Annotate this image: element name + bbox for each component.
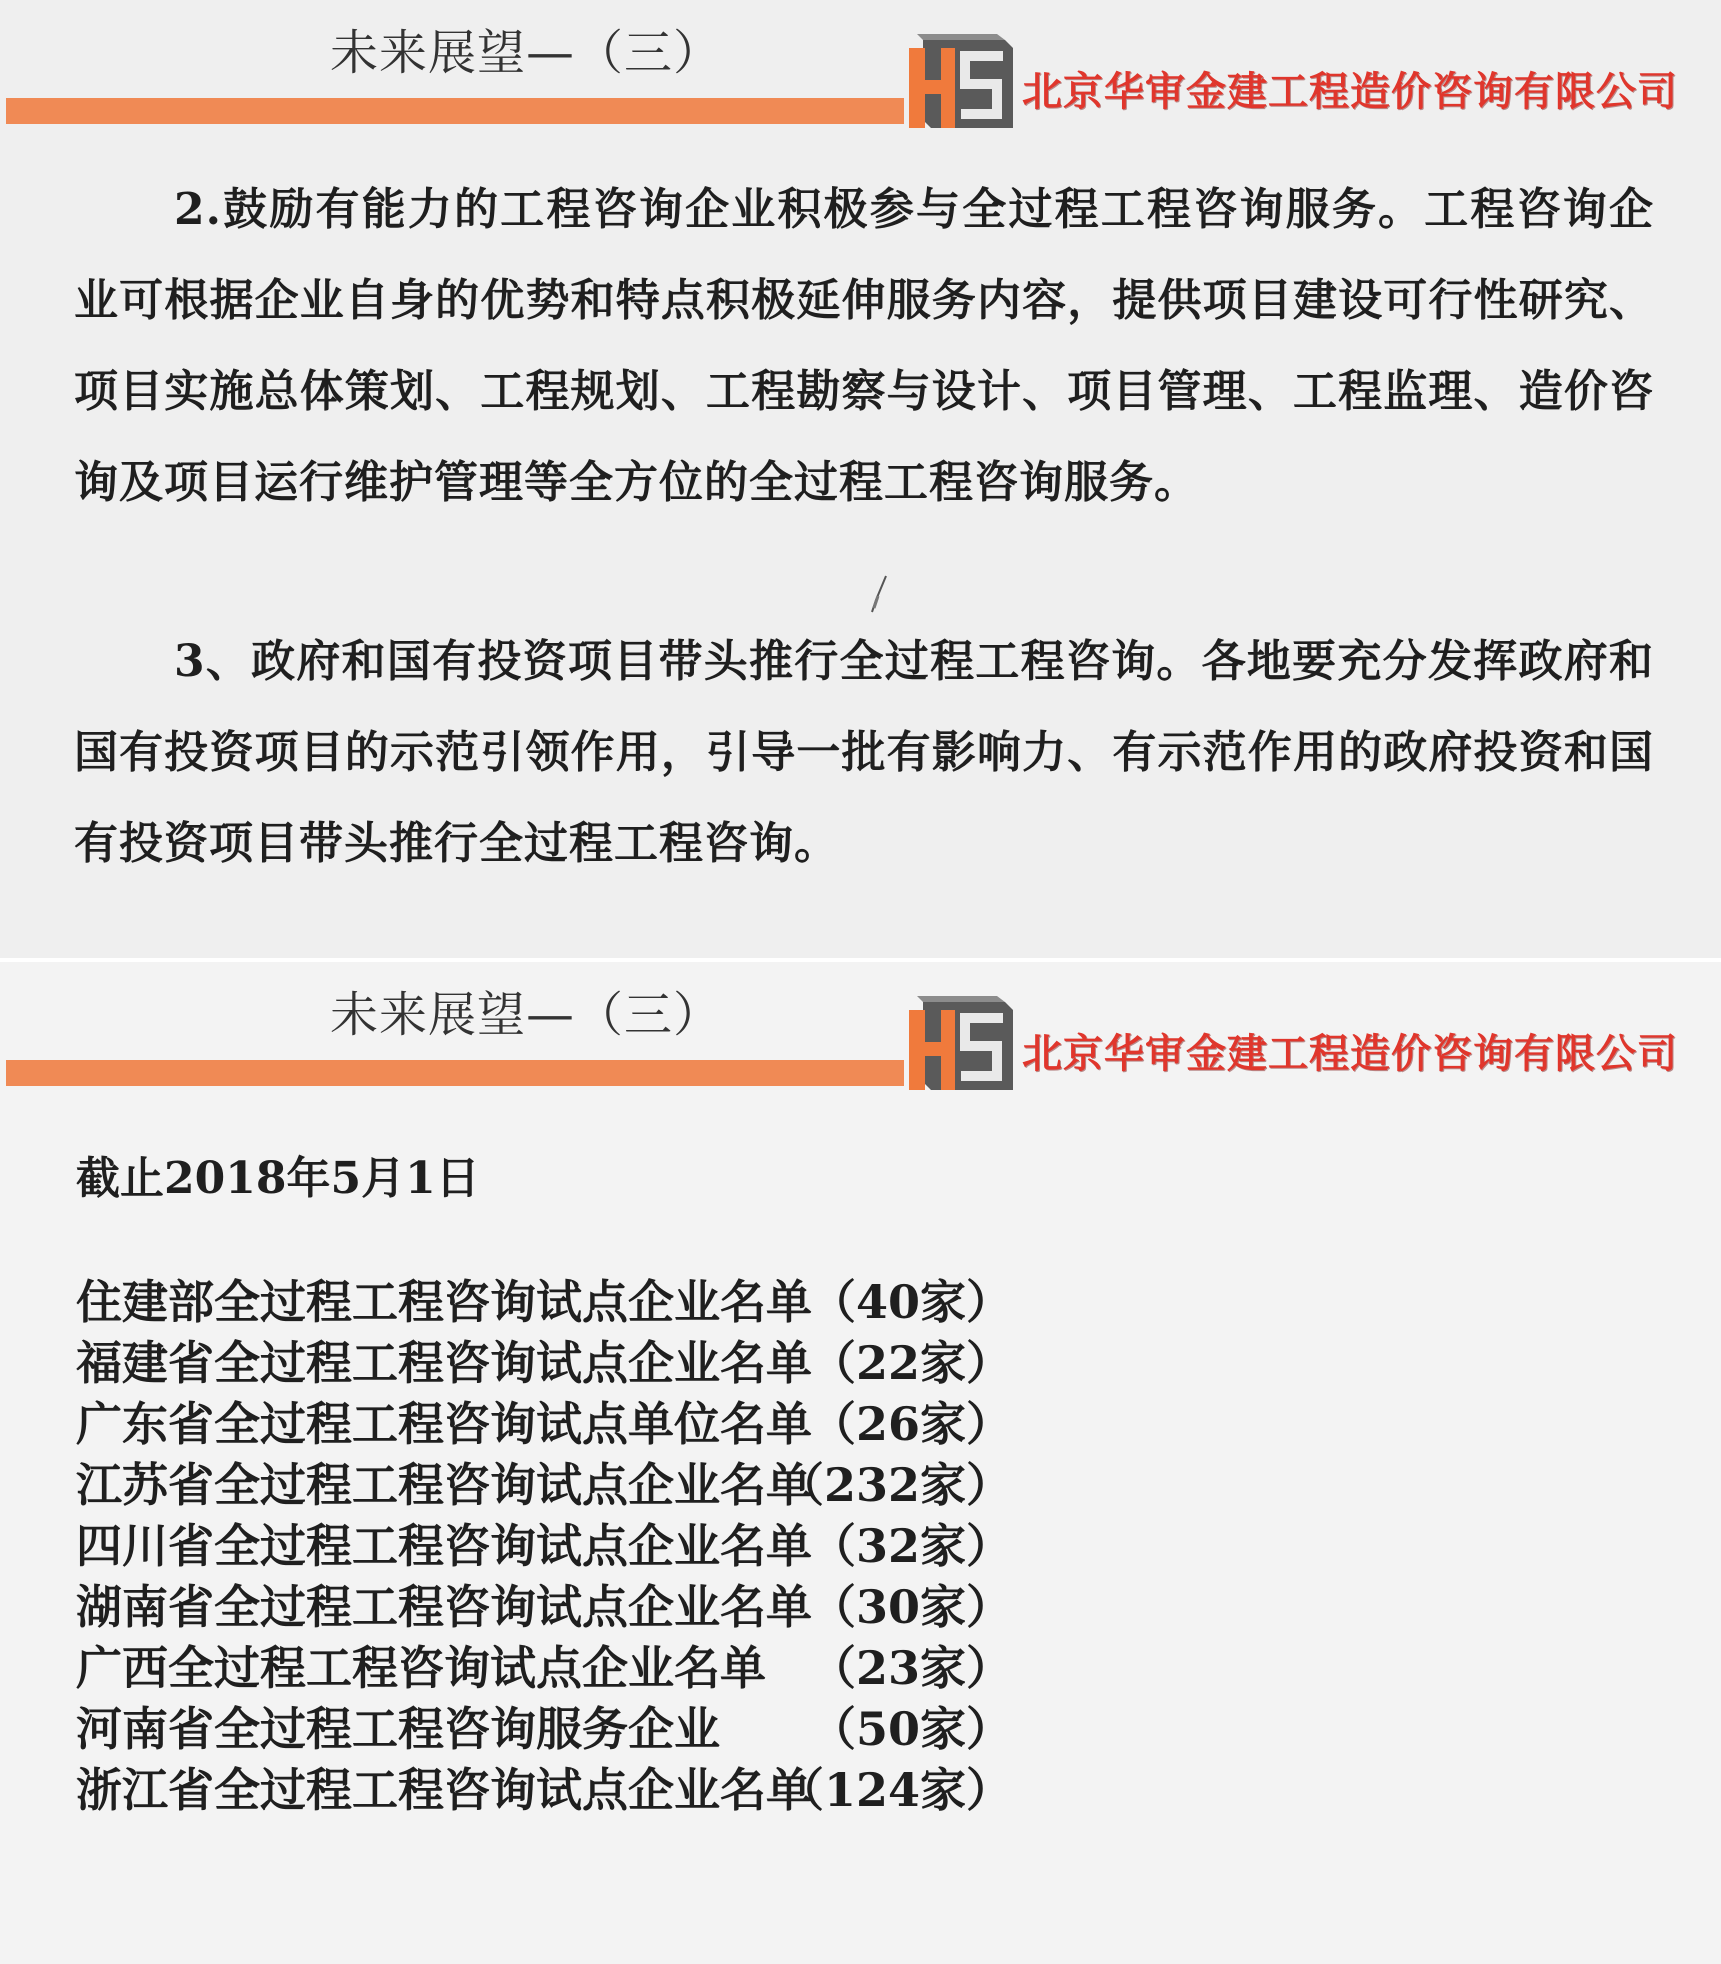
company-name: 北京华审金建工程造价咨询有限公司: [1022, 68, 1678, 115]
list-item: [76, 1327, 1276, 1388]
list-item-name: 江苏省全过程工程咨询试点企业名单: [76, 1458, 812, 1512]
list-item-name: 浙江省全过程工程咨询试点企业名单: [76, 1763, 812, 1817]
list-item: [76, 1632, 1276, 1693]
list-item: [76, 1693, 1276, 1754]
date-line: 截止2018年5月1日: [76, 1153, 480, 1204]
list-item-name: 广东省全过程工程咨询试点单位名单: [76, 1397, 812, 1451]
list-item-name: 四川省全过程工程咨询试点企业名单: [76, 1519, 812, 1573]
list-item-count: （40家）: [809, 1275, 1012, 1329]
list-item: [76, 1388, 1276, 1449]
list-item: [76, 1571, 1276, 1632]
list-item: [76, 1510, 1276, 1571]
list-item-name: 福建省全过程工程咨询试点企业名单: [76, 1336, 812, 1390]
list-item-count: （232家）: [777, 1458, 1012, 1512]
company-logo: [905, 992, 1015, 1098]
header-bar: [6, 1060, 904, 1086]
list-item-count: （50家）: [809, 1702, 1012, 1756]
list-item-name: 广西全过程工程咨询试点企业名单: [76, 1641, 766, 1695]
list-item-count: （26家）: [809, 1397, 1012, 1451]
paragraph-3: 3、政府和国有投资项目带头推行全过程工程咨询。各地要充分发挥政府和国有投资项目的示范引领作用，引导一批有影响力、有示范作用的政府投资和国有投资项目带头推行全过程工程咨询。: [74, 636, 1654, 869]
logo-letters: HS: [905, 992, 907, 993]
list-item-count: （23家）: [809, 1641, 1012, 1695]
list-item: [76, 1449, 1276, 1510]
paragraph-2: 2.鼓励有能力的工程咨询企业积极参与全过程工程咨询服务。工程咨询企业可根据企业自身的优势和特点积极延伸服务内容，提供项目建设可行性研究、项目实施总体策划、工程规划、工程勘察与设计、项目管理、工程监理、造价咨询及项目运行维护管理等全方位的全过程工程咨询服务。: [74, 184, 1654, 508]
slide-2: [0, 962, 1721, 1964]
list-item-count: （30家）: [809, 1580, 1012, 1634]
list-item-count: （22家）: [809, 1336, 1012, 1390]
slide-title: 未来展望—（三）: [330, 987, 723, 1043]
logo-letters: HS: [905, 30, 907, 31]
list-item-count: （32家）: [809, 1519, 1012, 1573]
list-item-count: （124家）: [777, 1763, 1012, 1817]
list-item-name: 湖南省全过程工程咨询试点企业名单: [76, 1580, 812, 1634]
list-item: [76, 1266, 1276, 1327]
list-item-name: 住建部全过程工程咨询试点企业名单: [76, 1275, 812, 1329]
company-logo: [905, 30, 1015, 136]
slide-1: [0, 0, 1721, 958]
pilot-list: [76, 1266, 1276, 1815]
list-item-name: 河南省全过程工程咨询服务企业: [76, 1702, 720, 1756]
pencil-mark: [868, 574, 890, 614]
header-bar: [6, 98, 904, 124]
slide-title: 未来展望—（三）: [330, 25, 723, 81]
company-name: 北京华审金建工程造价咨询有限公司: [1022, 1030, 1678, 1077]
list-item: [76, 1754, 1276, 1815]
